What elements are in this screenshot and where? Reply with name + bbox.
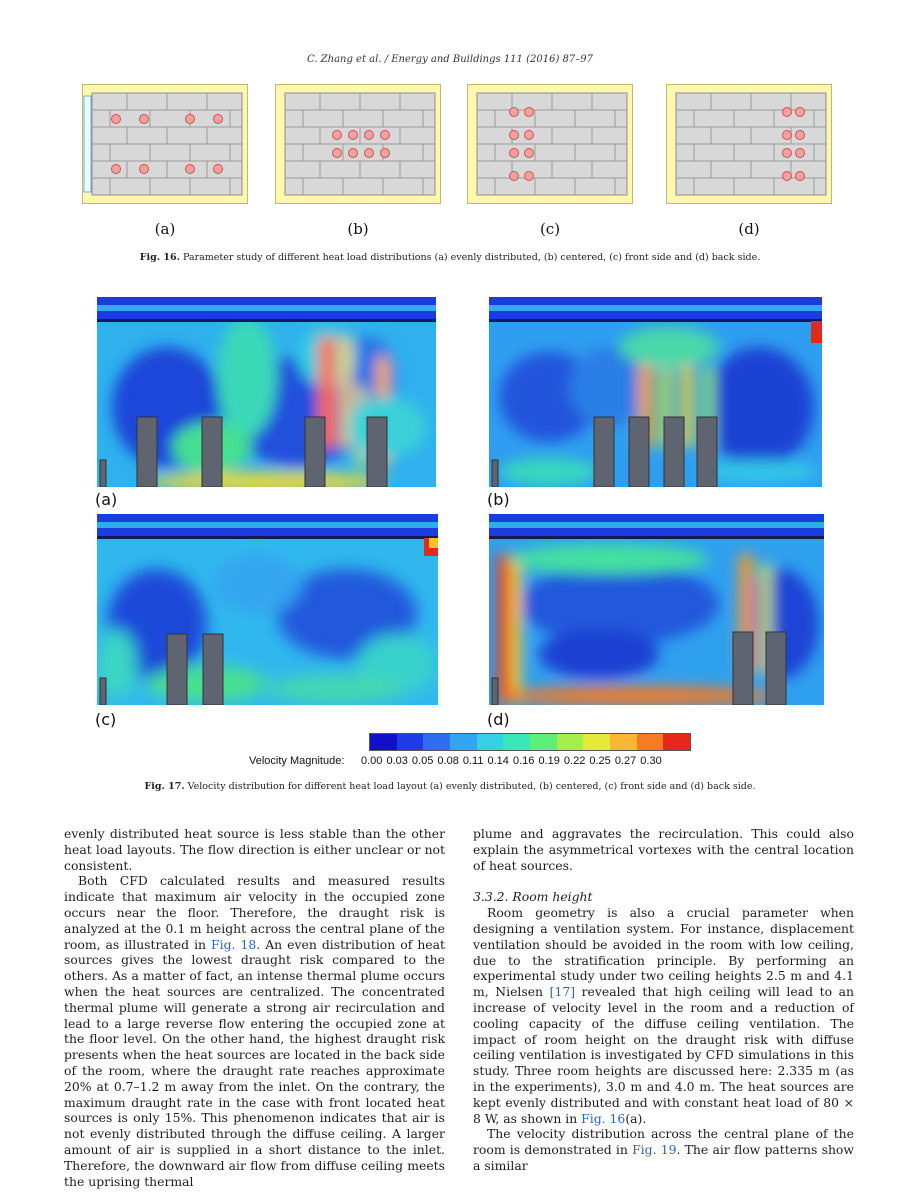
colorbar-segment bbox=[477, 734, 504, 750]
right-column bbox=[473, 826, 854, 1174]
colorbar-segment bbox=[610, 734, 637, 750]
fig16-label-a: (a) bbox=[154, 220, 176, 238]
section-heading-room-height: 3.3.2. Room height bbox=[473, 889, 593, 905]
colorbar-segment bbox=[450, 734, 477, 750]
right-p2-text-c: (a). bbox=[625, 1110, 647, 1126]
colorbar-segment bbox=[530, 734, 557, 750]
right-p2-text-b: revealed that high ceiling will lead to an increase of velocity level in the room and a reduction of cooling capacity of the diffuse ceiling ventilation. The impact of room height on the draught risk with diffuse ceiling ventilation is investigated by CFD simulations in this study. Three room heights are discussed here: 2.335 m (as in the experiments), 3.0 m and 4.0 m. The heat sources are kept evenly distributed and with constant heat load of 80 × 8 W, as shown in bbox=[473, 984, 854, 1126]
fig17-caption-text: Velocity distribution for different heat load layout (a) evenly distributed, (b) centered, (c) front side and (d) back side. bbox=[187, 781, 756, 792]
velocity-legend-ticks: 0.00 0.03 0.05 0.08 0.11 0.14 0.16 0.19 0.22 0.25 0.27 0.30 bbox=[361, 755, 662, 767]
left-p2-text-a: Both CFD calculated results and measured results indicate that maximum air velocity in the occupied zone occurs near the floor. Therefore, the draught risk is analyzed at the 0.1 m height across the central plane of the room, as illustrated in bbox=[64, 873, 445, 952]
colorbar-segment bbox=[503, 734, 530, 750]
fig17-panel-b bbox=[489, 297, 822, 487]
colorbar-segment bbox=[423, 734, 450, 750]
fig16-label-c: (c) bbox=[539, 220, 561, 238]
fig16-plan-c bbox=[467, 84, 633, 204]
fig16-caption-text: Parameter study of different heat load distributions (a) evenly distributed, (b) centered, (c) front side and (d) back side. bbox=[182, 252, 761, 263]
velocity-legend-title: Velocity Magnitude: bbox=[249, 755, 345, 767]
fig16-plan-b bbox=[275, 84, 441, 204]
running-header: C. Zhang et al. / Energy and Buildings 111 (2016) 87–97 bbox=[307, 54, 593, 65]
fig17-panel-d bbox=[489, 514, 824, 705]
fig17-panel-c bbox=[97, 514, 438, 705]
right-p3-text-a: The velocity distribution across the central plane of the room is demonstrated in bbox=[473, 1126, 854, 1158]
left-column bbox=[64, 826, 445, 1189]
fig16-caption bbox=[0, 252, 900, 263]
fig17-caption bbox=[0, 781, 900, 792]
right-paragraph-2 bbox=[473, 905, 854, 1126]
fig17-label-c: (c) bbox=[95, 710, 117, 729]
fig16-label-b: (b) bbox=[347, 220, 369, 238]
colorbar-segment bbox=[370, 734, 397, 750]
left-p2-text-b: . An even distribution of heat sources gives the lowest draught risk compared to the others. As a matter of fact, an intense thermal plume occurs when the heat sources are centralized. The concentrated thermal plume will generate a strong air recirculation and lead to a large reverse flow entering the occupied zone at the floor level. On the other hand, the highest draught risk presents when the heat sources are located in the back side of the room, where the draught rate reaches approximate 20% at 0.7–1.2 m away from the inlet. On the contrary, the maximum draught rate in the case with front located heat sources is only 15%. This phenomenon indicates that air is not evenly distributed through the diffuse ceiling. A larger amount of air is supplied in a short distance to the inlet. Therefore, the downward air flow from diffuse ceiling meets the uprising thermal bbox=[64, 936, 445, 1189]
fig17-caption-number: Fig. 17. bbox=[144, 781, 185, 792]
fig17-label-a: (a) bbox=[95, 490, 118, 509]
right-paragraph-3 bbox=[473, 1126, 854, 1173]
fig17-panel-a bbox=[97, 297, 436, 487]
colorbar-segment bbox=[397, 734, 424, 750]
ref-17-link[interactable]: [17] bbox=[549, 984, 576, 1000]
fig18-link[interactable]: Fig. 18 bbox=[211, 936, 257, 952]
left-paragraph-1: evenly distributed heat source is less stable than the other heat load layouts. The flow direction is either unclear or not consistent. bbox=[64, 826, 445, 873]
fig16-plan-d bbox=[666, 84, 832, 204]
colorbar-segment bbox=[557, 734, 584, 750]
right-paragraph-1: plume and aggravates the recirculation. This could also explain the asymmetrical vortexes with the central location of heat sources. bbox=[473, 826, 854, 873]
left-paragraph-2 bbox=[64, 873, 445, 1189]
fig17-label-d: (d) bbox=[487, 710, 510, 729]
fig17-label-b: (b) bbox=[487, 490, 510, 509]
fig16-link[interactable]: Fig. 16 bbox=[581, 1110, 626, 1126]
right-p2-text-a: Room geometry is also a crucial parameter when designing a ventilation system. For instance, displacement ventilation should be avoided in the room with low ceiling, due to the stratification principle. By performing an experimental study under two ceiling heights 2.5 m and 4.1 m, Nielsen bbox=[473, 905, 854, 1000]
velocity-colorbar bbox=[369, 733, 691, 751]
colorbar-segment bbox=[583, 734, 610, 750]
fig16-caption-number: Fig. 16. bbox=[139, 252, 180, 263]
colorbar-segment bbox=[663, 734, 690, 750]
right-p3-text-b: . The air flow patterns show a similar bbox=[473, 1142, 854, 1173]
fig19-link[interactable]: Fig. 19 bbox=[632, 1142, 677, 1158]
fig16-label-d: (d) bbox=[738, 220, 760, 238]
colorbar-segment bbox=[637, 734, 664, 750]
fig16-plan-a bbox=[82, 84, 248, 204]
